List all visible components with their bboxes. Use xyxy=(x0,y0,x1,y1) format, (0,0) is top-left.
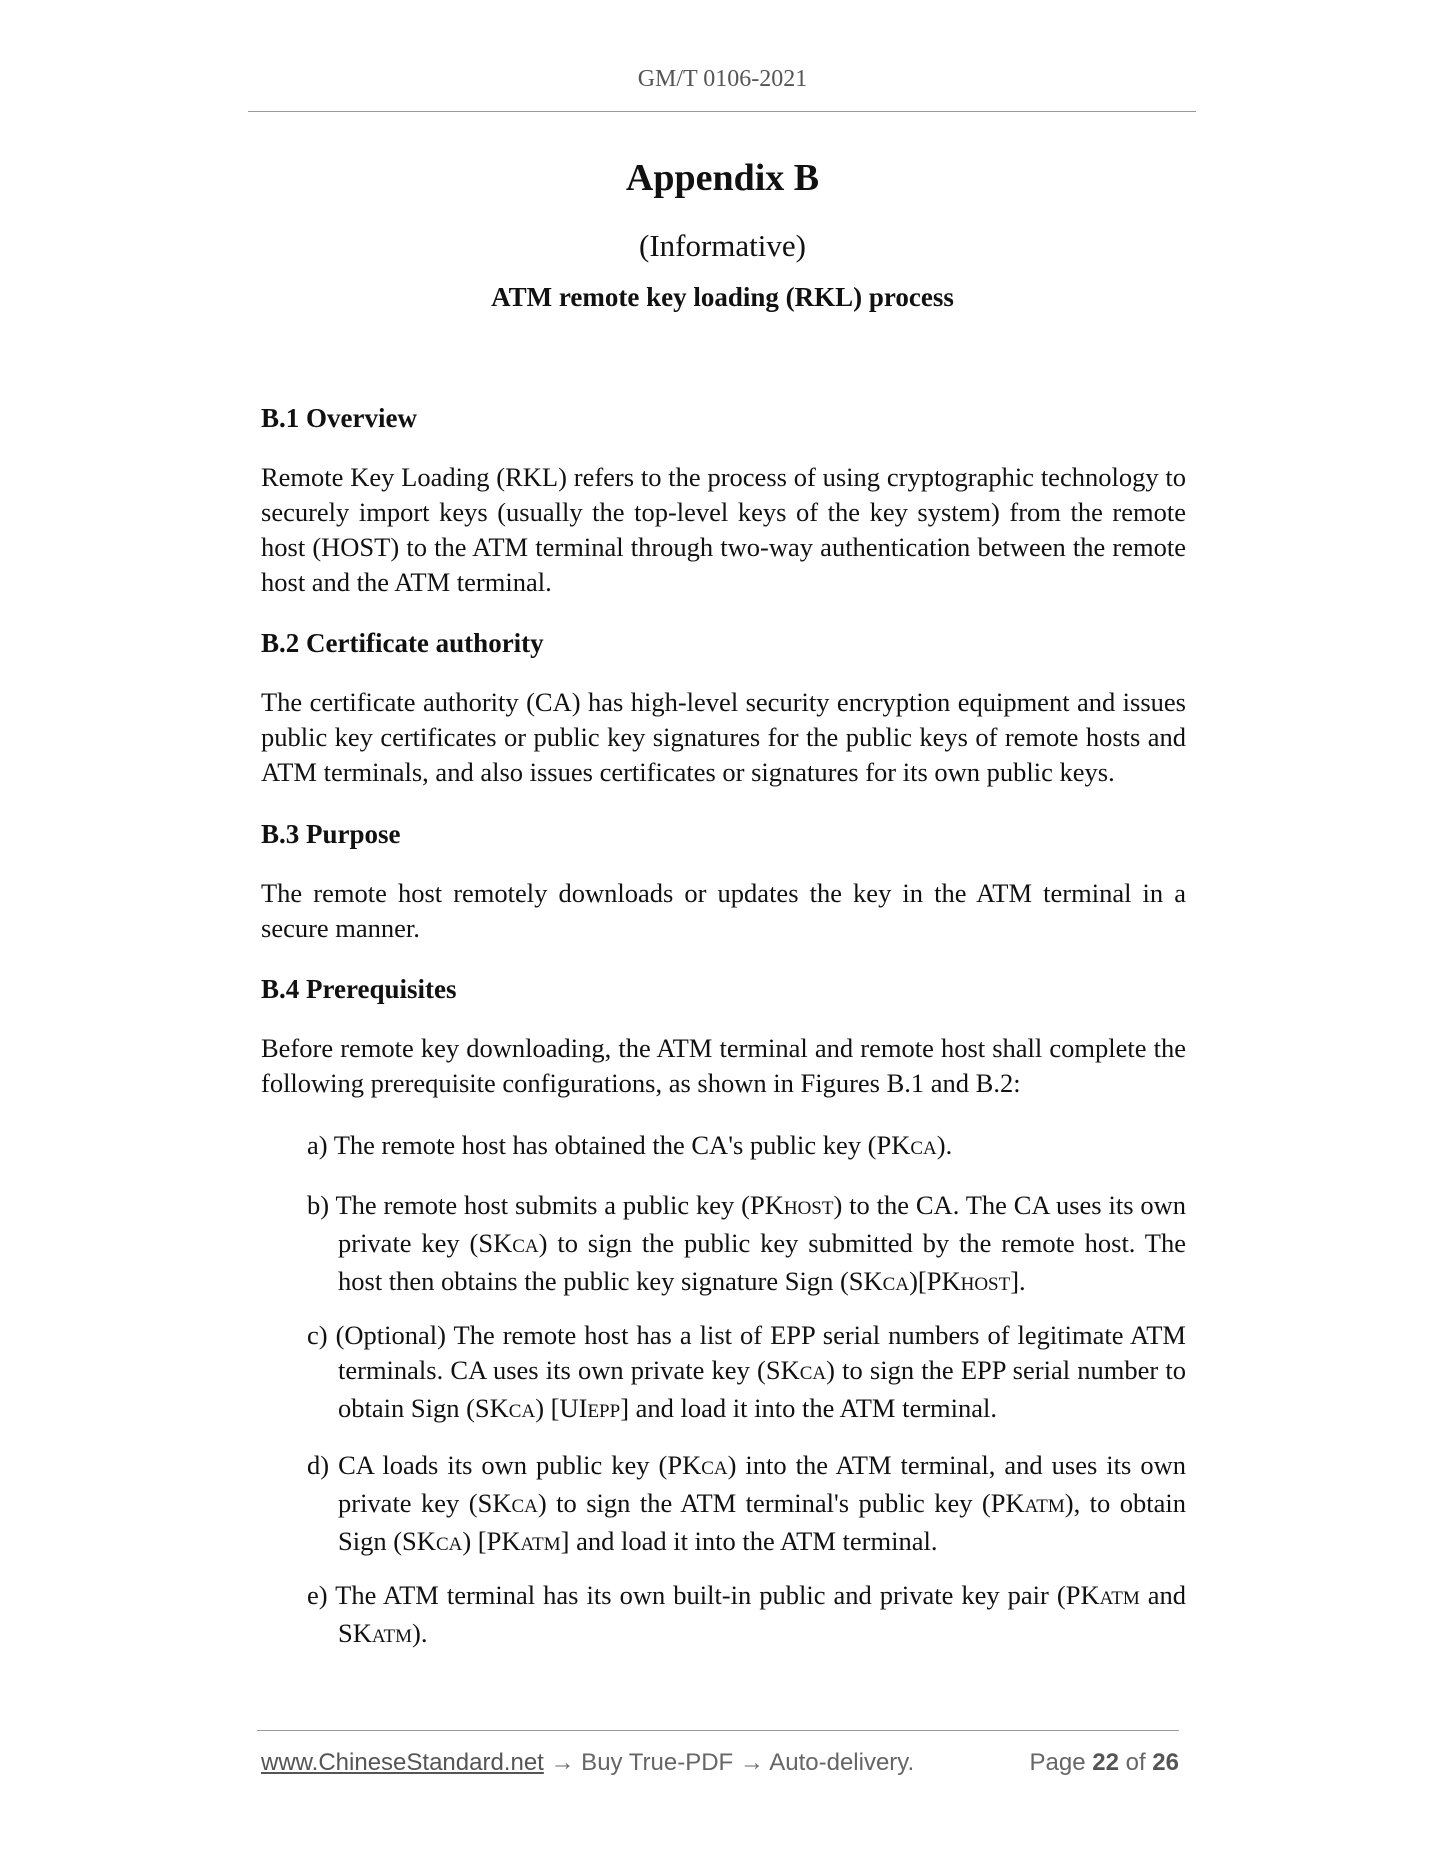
section-heading-b2: B.2 Certificate authority xyxy=(261,628,544,658)
section-body-b4: Before remote key downloading, the ATM terminal and remote host shall complete the following prerequisite configurations, as shown in Figures B.1 and B.2: xyxy=(261,1033,1186,1098)
section-heading-b4: B.4 Prerequisites xyxy=(261,974,457,1004)
prerequisite-item-e: e) The ATM terminal has its own built-in public and private key pair (PKATM and SKATM). xyxy=(307,1580,1186,1648)
section-body-b2: The certificate authority (CA) has high-level security encryption equipment and issues public key certificates or public key signatures for the public keys of remote hosts and ATM terminals, and also issues certificates or signatures for its own public keys. xyxy=(261,687,1186,787)
prerequisite-item-b: b) The remote host submits a public key (PKHOST) to the CA. The CA uses its own private key (SKCA) to sign the public key submitted by the remote host. The host then obtains the public key signature Sign (SKCA)[PKHOST]. xyxy=(307,1190,1187,1296)
document-code: GM/T 0106-2021 xyxy=(637,66,808,92)
section-body-b1: Remote Key Loading (RKL) refers to the process of using cryptographic technology to securely import keys (usually the top-level keys of the key system) from the remote host (HOST) to the ATM terminal through two-way authentication between the remote host and the ATM terminal. xyxy=(261,462,1186,597)
footer-promo xyxy=(261,1749,914,1777)
footer-divider xyxy=(257,1730,1179,1731)
appendix-title: Appendix B xyxy=(625,157,820,199)
prerequisite-item-d: d) CA loads its own public key (PKCA) into the ATM terminal, and uses its own private key (SKCA) to sign the ATM terminal's public key (PKATM), to obtain Sign (SKCA) [PKATM] and load it into the ATM terminal. xyxy=(307,1450,1186,1556)
prerequisite-item-c: c) (Optional) The remote host has a list of EPP serial numbers of legitimate ATM terminals. CA uses its own private key (SKCA) to sign the EPP serial number to obtain Sign (SKCA) [UIEPP] and load it into the ATM terminal. xyxy=(307,1320,1186,1423)
section-heading-b3: B.3 Purpose xyxy=(261,819,401,849)
section-heading-b1: B.1 Overview xyxy=(261,403,417,433)
section-body-b3: The remote host remotely downloads or updates the key in the ATM terminal in a secure manner. xyxy=(261,878,1186,943)
appendix-name: ATM remote key loading (RKL) process xyxy=(491,282,954,312)
total-pages: 26 xyxy=(1152,1749,1179,1776)
appendix-subtitle: (Informative) xyxy=(639,228,806,263)
page-footer xyxy=(261,1749,1179,1779)
prerequisite-item-a: a) The remote host has obtained the CA's public key (PKCA). xyxy=(307,1130,953,1160)
page-number: Page 22 of 26 xyxy=(1029,1749,1179,1776)
header-divider xyxy=(248,111,1196,112)
footer-promo-text: → Buy True-PDF → Auto-delivery. xyxy=(543,1749,915,1776)
website-link[interactable]: www.ChineseStandard.net xyxy=(261,1749,544,1776)
current-page: 22 xyxy=(1092,1749,1119,1776)
